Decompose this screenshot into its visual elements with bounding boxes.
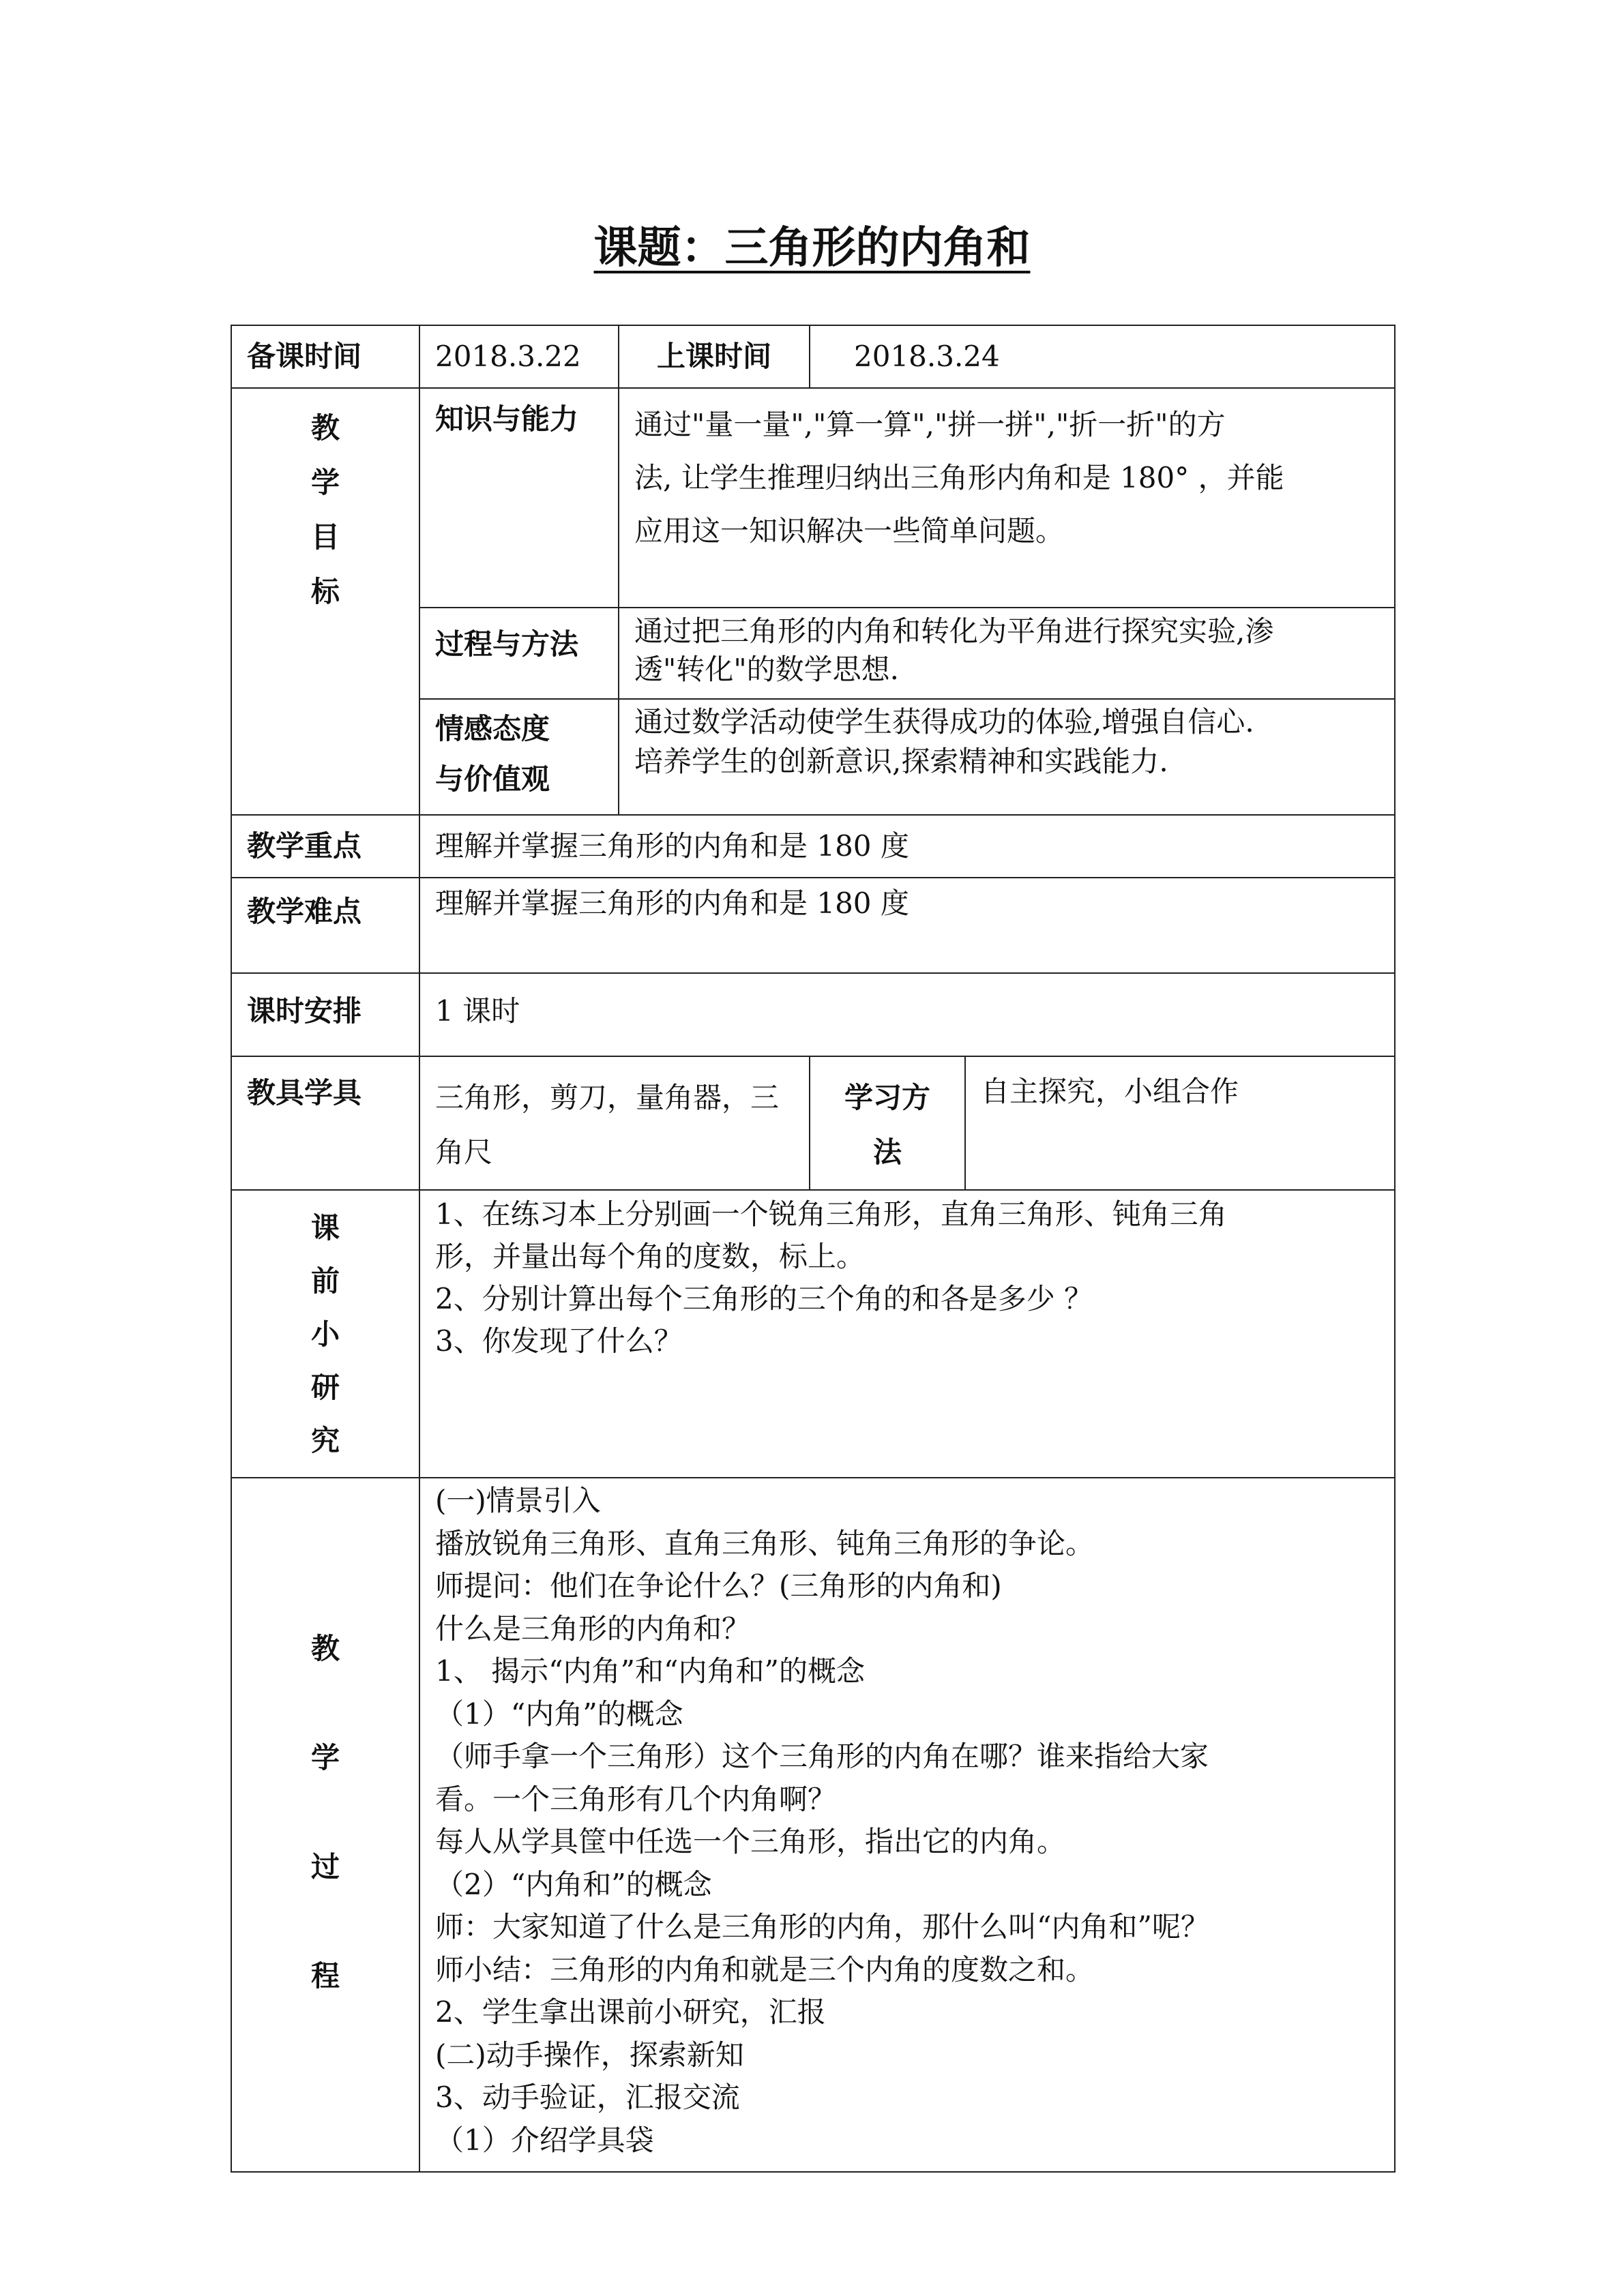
teaching-process-line: （2）“内角和”的概念 [435, 1867, 712, 1901]
objectives-label-char: 标 [310, 575, 340, 608]
title-text: 课题：三角形的内角和 [593, 223, 1031, 273]
objectives-label-char: 目 [310, 520, 340, 554]
teaching-process-label-char: 教 [310, 1632, 340, 1665]
emotion-line: 培养学生的创新意识,探索精神和实践能力. [634, 745, 1168, 778]
study-method-label [810, 1056, 965, 1190]
teaching-process-row [231, 1478, 1395, 2172]
pre-study-label-char: 研 [310, 1371, 340, 1404]
objectives-label [231, 388, 419, 815]
study-method-label-line: 学习方 [844, 1081, 930, 1114]
pre-study-line: 形，并量出每个角的度数，标上。 [435, 1240, 866, 1273]
knowledge-text [619, 388, 1395, 608]
lesson-plan-table [231, 325, 1396, 2173]
pre-study-row [231, 1190, 1395, 1478]
objective-knowledge-row [231, 388, 1395, 608]
tools-text [419, 1056, 810, 1190]
key-point-row [231, 815, 1395, 878]
key-point-text: 理解并掌握三角形的内角和是 180 度 [419, 815, 1395, 878]
study-method-label-line: 法 [872, 1135, 902, 1169]
difficult-point-row [231, 878, 1395, 973]
knowledge-label: 知识与能力 [419, 388, 619, 608]
pre-study-line: 2、分别计算出每个三角形的三个角的和各是多少 ？ [435, 1282, 1093, 1315]
teaching-process-line: 1、 揭示“内角”和“内角和”的概念 [435, 1654, 865, 1688]
study-method-text: 自主探究，小组合作 [965, 1056, 1395, 1190]
class-time-label: 上课时间 [619, 325, 810, 388]
process-method-label: 过程与方法 [419, 608, 619, 699]
teaching-process-line: (一)情景引入 [435, 1484, 601, 1517]
knowledge-line: 法, 让学生推理归纳出三角形内角和是 180° ，并能 [634, 461, 1284, 494]
schedule-text: 1 课时 [419, 973, 1395, 1056]
pre-study-line: 3、你发现了什么？ [435, 1324, 683, 1358]
teaching-process-line: 2、学生拿出课前小研究，汇报 [435, 1995, 826, 2029]
teaching-process-line: （1）“内角”的概念 [435, 1697, 683, 1731]
tools-row [231, 1056, 1395, 1190]
teaching-process-label-char: 学 [310, 1741, 340, 1774]
teaching-process-label-char: 过 [310, 1850, 340, 1883]
prep-row [231, 325, 1395, 388]
pre-study-label-char: 课 [310, 1211, 340, 1244]
tools-line: 三角形，剪刀，量角器，三 [435, 1081, 780, 1114]
teaching-process-line: 每人从学具筐中任选一个三角形，指出它的内角。 [435, 1825, 1066, 1858]
difficult-point-text: 理解并掌握三角形的内角和是 180 度 [419, 878, 1395, 973]
teaching-process-line: 什么是三角形的内角和？ [435, 1611, 751, 1645]
emotion-line: 通过数学活动使学生获得成功的体验,增强自信心. [634, 705, 1254, 739]
teaching-process-line: 师提问：他们在争论什么？(三角形的内角和) [435, 1569, 1002, 1602]
teaching-process-text [419, 1478, 1395, 2172]
teaching-process-line: 3、动手验证，汇报交流 [435, 2081, 740, 2114]
teaching-process-line: 播放锐角三角形、直角三角形、钝角三角形的争论。 [435, 1526, 1095, 1560]
teaching-process-line: (二)动手操作，探索新知 [435, 2038, 744, 2072]
pre-study-line: 1、在练习本上分别画一个锐角三角形，直角三角形、钝角三角 [435, 1197, 1227, 1231]
key-point-label: 教学重点 [231, 815, 419, 878]
teaching-process-line: 看。一个三角形有几个内角啊？ [435, 1782, 837, 1816]
teaching-process-line: （师手拿一个三角形）这个三角形的内角在哪？谁来指给大家 [435, 1740, 1209, 1773]
pre-study-label-char: 究 [310, 1424, 340, 1457]
emotion-label-line: 情感态度 [435, 712, 550, 745]
page-title [0, 213, 1624, 275]
teaching-process-line: （1）介绍学具袋 [435, 2123, 654, 2157]
emotion-label-line: 与价值观 [435, 762, 550, 796]
emotion-text [619, 699, 1395, 815]
process-line: 通过把三角形的内角和转化为平角进行探究实验,渗 [634, 614, 1274, 648]
difficult-point-label: 教学难点 [231, 878, 419, 973]
pre-study-text [419, 1190, 1395, 1478]
prep-time-label: 备课时间 [231, 325, 419, 388]
schedule-label: 课时安排 [231, 973, 419, 1056]
pre-study-label [231, 1190, 419, 1478]
emotion-label [419, 699, 619, 815]
prep-time-value: 2018.3.22 [419, 325, 619, 388]
objectives-label-char: 教 [310, 411, 340, 445]
teaching-process-line: 师小结：三角形的内角和就是三个内角的度数之和。 [435, 1952, 1095, 1986]
tools-label: 教具学具 [231, 1056, 419, 1190]
pre-study-label-char: 小 [310, 1317, 340, 1351]
knowledge-line: 应用这一知识解决一些简单问题。 [634, 514, 1065, 548]
pre-study-label-char: 前 [310, 1264, 340, 1298]
class-time-value: 2018.3.24 [810, 325, 1395, 388]
tools-line: 角尺 [435, 1135, 493, 1169]
objectives-label-char: 学 [310, 466, 340, 499]
process-line: 透"转化"的数学思想. [634, 653, 899, 686]
knowledge-line: 通过"量一量","算一算","拼一拼","折一折"的方 [634, 408, 1226, 441]
teaching-process-label-char: 程 [310, 1959, 340, 1993]
process-method-text [619, 608, 1395, 699]
teaching-process-line: 师：大家知道了什么是三角形的内角，那什么叫“内角和”呢？ [435, 1910, 1209, 1943]
teaching-process-label [231, 1478, 419, 2172]
schedule-row [231, 973, 1395, 1056]
